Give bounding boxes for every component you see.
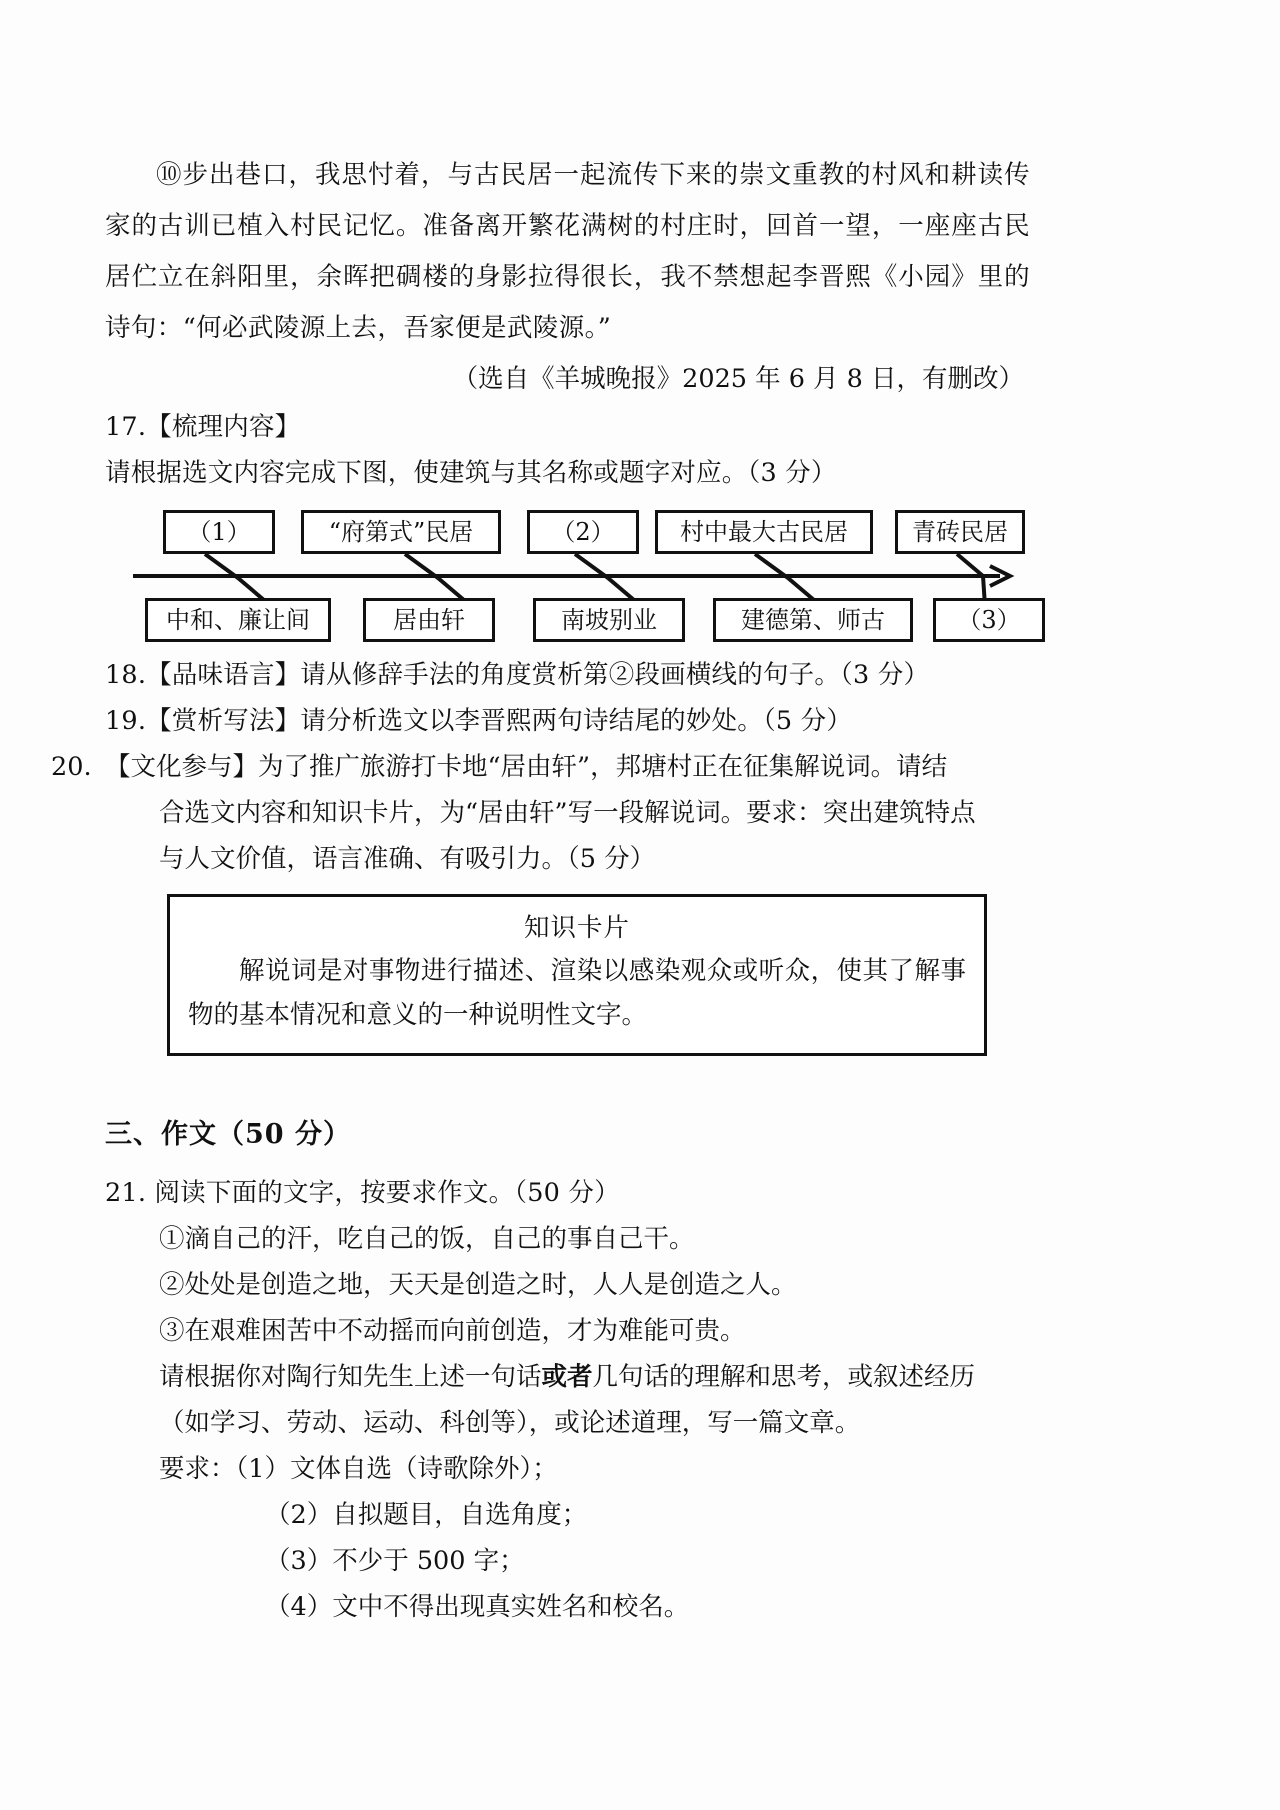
question-20-line-3: 与人文价值，语言准确、有吸引力。（5 分） [159, 844, 656, 874]
question-17-number: 17. [105, 412, 147, 442]
diagram-bottom-box-label: 居由轩 [393, 606, 465, 634]
question-20-line-1: 20. 【文化参与】为了推广旅游打卡地“居由轩”，邦塘村正在征集解说词。请结 [51, 752, 948, 782]
question-17 [105, 404, 1030, 496]
passage-paragraph-10: ⑩步出巷口，我思忖着，与古民居一起流传下来的崇文重教的村风和耕读传家的古训已植入村民记忆。准备离开繁花满树的村庄时，回首一望，一座座古民居伫立在斜阳里，余晖把碉楼的身影拉得很长，我不禁想起李晋熙《小园》里的诗句：“何必武陵源上去，吾家便是武陵源。” [105, 160, 1030, 343]
question-19-text: 请分析选文以李晋熙两句诗结尾的妙处。（5 分） [300, 706, 853, 736]
diagram-bottom-box-label: 建德第、师古 [741, 606, 885, 634]
composition-quote-1: ①滴自己的汗，吃自己的饭，自己的事自己干。 [159, 1224, 695, 1254]
diagram-top-box-label: “府第式”民居 [328, 518, 474, 546]
composition-quote-2: ②处处是创造之地，天天是创造之时，人人是创造之人。 [159, 1270, 797, 1300]
question-20-text-a: 为了推广旅游打卡地“居由轩”，邦塘村正在征集解说词。请结 [258, 752, 948, 782]
requirement-item-4: （4）文中不得出现真实姓名和校名。 [265, 1592, 690, 1622]
question-17-text: 请根据选文内容完成下图，使建筑与其名称或题字对应。（3 分） [105, 458, 837, 488]
spacer [105, 1158, 1030, 1170]
question-19-number: 19. [105, 706, 147, 736]
diagram-bottom-box-label: （3） [957, 606, 1021, 634]
knowledge-card-body: 解说词是对事物进行描述、渲染以感染观众或听众，使其了解事物的基本情况和意义的一种说明性文字。 [188, 956, 966, 1030]
question-19 [105, 698, 1030, 744]
prompt-emphasis: 或者 [541, 1362, 593, 1392]
diagram-top-box [655, 510, 873, 554]
question-21 [105, 1170, 1030, 1216]
diagram-top-box-label: （1） [187, 518, 251, 546]
question-20-line-2: 合选文内容和知识卡片，为“居由轩”写一段解说词。要求：突出建筑特点 [159, 798, 976, 828]
question-17-tag: 【梳理内容】 [146, 412, 301, 442]
section-title-composition: 三、作文（50 分） [105, 1119, 351, 1150]
question-20 [51, 744, 1030, 882]
passage-source: （选自《羊城晚报》2025 年 6 月 8 日，有删改） [452, 364, 1024, 394]
diagram-top-box-label: （2） [551, 518, 615, 546]
question-18 [105, 652, 1030, 698]
diagram-bottom-box-label: 南坡别业 [561, 606, 657, 634]
diagram-top-box [163, 510, 275, 554]
diagram-bottom-box [145, 598, 331, 642]
question-18-number: 18. [105, 660, 147, 690]
diagram-bottom-box-label: 中和、廉让间 [166, 606, 310, 634]
question-19-tag: 【赏析写法】 [146, 706, 301, 736]
building-mapping-diagram [105, 506, 1030, 646]
composition-prompt-line-2: （如学习、劳动、运动、科创等），或论述道理，写一篇文章。 [159, 1408, 861, 1438]
diagram-bottom-box [363, 598, 495, 642]
diagram-top-box [527, 510, 639, 554]
requirement-item-2: （2）自拟题目，自选角度； [265, 1500, 588, 1530]
question-20-tag: 【文化参与】 [105, 752, 259, 782]
knowledge-card [167, 894, 987, 1056]
diagram-bottom-box [533, 598, 685, 642]
section-spacer [105, 1056, 1030, 1112]
diagram-top-box [895, 510, 1025, 554]
diagram-top-box-label: 村中最大古民居 [680, 518, 848, 546]
diagram-bottom-box [713, 598, 913, 642]
requirements-label: 要求： [159, 1454, 236, 1484]
knowledge-card-title: 知识卡片 [523, 913, 630, 943]
diagram-top-box-label: 青砖民居 [912, 518, 1008, 546]
prompt-text-a: 请根据你对陶行知先生上述一句话 [159, 1362, 542, 1392]
diagram-top-box [301, 510, 501, 554]
page-content [51, 150, 1030, 1630]
prompt-text-b: 几句话的理解和思考，或叙述经历 [592, 1362, 976, 1392]
requirement-item-1: （1）文体自选（诗歌除外）； [235, 1454, 558, 1484]
question-21-text: 阅读下面的文字，按要求作文。（50 分） [154, 1178, 620, 1208]
composition-requirements-line-1 [105, 1446, 1030, 1492]
diagram-bottom-box [933, 598, 1045, 642]
requirement-item-3: （3）不少于 500 字； [265, 1546, 525, 1576]
composition-prompt-line-1 [105, 1354, 1030, 1400]
question-21-number: 21. [105, 1178, 147, 1208]
question-18-text: 请从修辞手法的角度赏析第②段画横线的句子。（3 分） [300, 660, 930, 690]
composition-quote-3: ③在艰难困苦中不动摇而向前创造，才为难能可贵。 [159, 1316, 746, 1346]
question-18-tag: 【品味语言】 [146, 660, 301, 690]
